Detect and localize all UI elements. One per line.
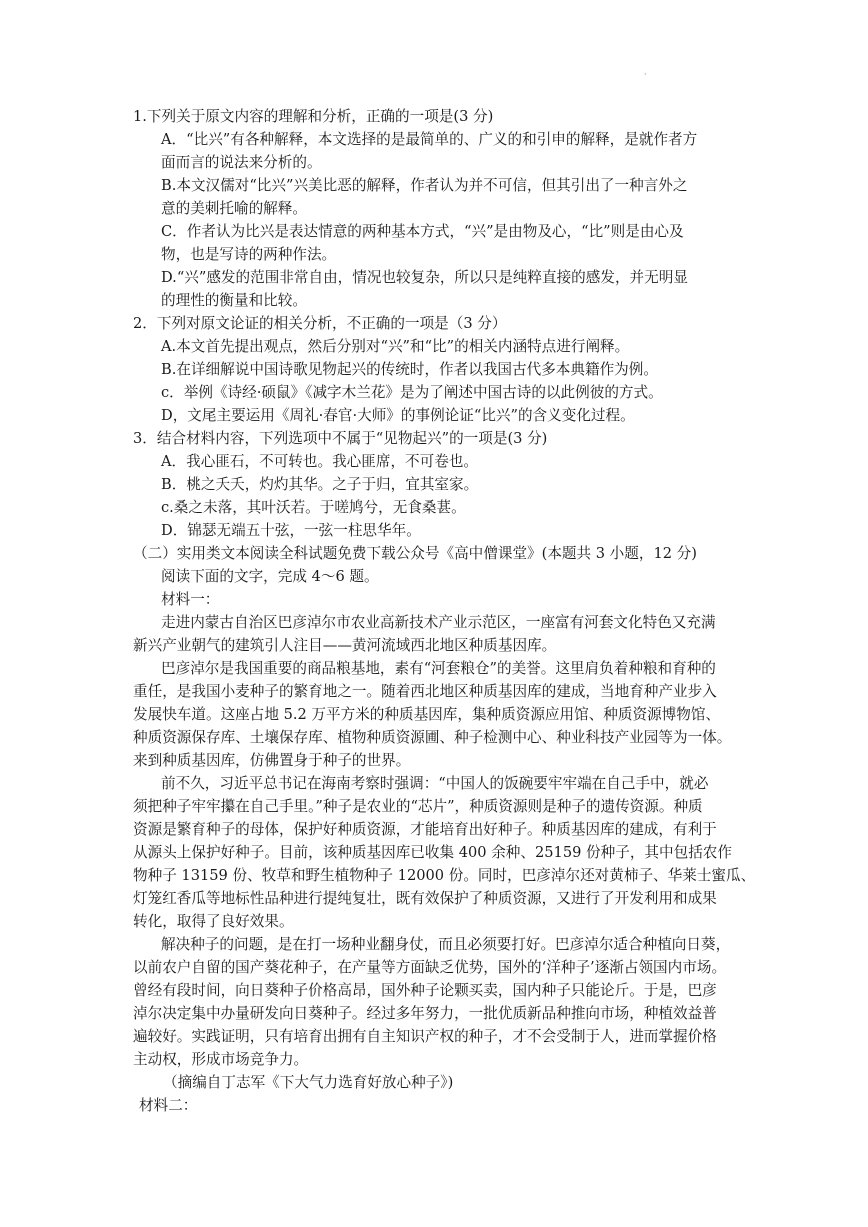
q1-option-a-line2: 面而言的说法来分析的。 (161, 154, 322, 171)
paragraph-line: 灯笼红香瓜等地标性品种进行提纯复壮，既有效保护了种质资源，又进行了开发利用和成果 (133, 890, 717, 907)
paragraph-line: 来到种质基因库，仿佛置身于种子的世界。 (133, 752, 411, 769)
paragraph-line: 重任，是我国小麦种子的繁育地之一。随着西北地区种质基因库的建成，当地育种产业步入 (133, 683, 717, 700)
q2-option-a: A.本文首先提出观点，然后分别对“兴”和“比”的相关内涵特点进行阐释。 (161, 338, 630, 355)
q1-stem: 1.下列关于原文内容的理解和分析，正确的一项是(3 分) (133, 108, 494, 125)
paragraph-line: 前不久，习近平总书记在海南考察时强调：“中国人的饭碗要牢牢端在自己手中，就必 (161, 775, 709, 792)
q3-option-c: c.桑之未落，其叶沃若。于嗟鸠兮，无食桑葚。 (161, 499, 466, 516)
q2-option-b: B.在详细解说中国诗歌见物起兴的传统时，作者以我国古代多本典籍作为例。 (161, 361, 658, 378)
paragraph-line: 淖尔决定集中办量研发向日葵种子。经过多年努力，一批优质新品种推向市场，种植效益普 (133, 1005, 717, 1022)
section-instruction: 阅读下面的文字，完成 4～6 题。 (161, 568, 379, 585)
q3-option-a: A．我心匪石，不可转也。我心匪席，不可卷也。 (161, 453, 479, 470)
material1-label: 材料一： (161, 591, 220, 608)
source-citation: （摘编自丁志军《下大气力选育好放心种子》) (163, 1074, 454, 1091)
paragraph-line: 巴彦淖尔是我国重要的商品粮基地，素有“河套粮仓”的美誉。这里肩负着种粮和育种的 (161, 660, 716, 677)
paragraph-line: 转化，取得了良好效果。 (133, 913, 294, 930)
q1-option-b-line2: 意的美刺托喻的解释。 (161, 200, 307, 217)
q1-option-a-line1: A．“比兴”有各种解释，本文选择的是最简单的、广义的和引申的解释，是就作者方 (161, 131, 698, 148)
q2-stem: 2．下列对原文论证的相关分析，不正确的一项是（3 分） (133, 315, 507, 332)
q3-option-b: B．桃之夭夭，灼灼其华。之子于归，宜其室家。 (161, 476, 479, 493)
q1-option-b-line1: B.本文汉儒对“比兴”兴美比恶的解释，作者认为并不可信，但其引出了一种言外之 (161, 177, 688, 194)
section-heading: （二）实用类文本阅读全科试题免费下载公众号《高中僧课堂》(本题共 3 小题，12 分) (133, 545, 697, 562)
q3-stem: 3．结合材料内容，下列选项中不属于“见物起兴”的一项是(3 分) (133, 430, 548, 447)
q1-option-d-line1: D.“兴”感发的范围非常自由，情况也较复杂，所以只是纯粹直接的感发，并无明显 (161, 269, 688, 286)
paragraph-line: 发展快车道。这座占地 5.2 万平方米的种质基因库，集种质资源应用馆、种质资源博物馆、 (133, 706, 721, 723)
paragraph-line: 须把种子牢牢攥在自己手里。”种子是农业的“芯片”，种质资源则是种子的遗传资源。种质 (133, 798, 703, 815)
paragraph-line: 物种子 13159 份、牧草和野生植物种子 12000 份。同时，巴彦淖尔还对黄柿子、华莱士蜜瓜、 (133, 867, 756, 884)
paragraph-line: 种质资源保存库、土壤保存库、植物种质资源圃、种子检测中心、种业科技产业园等为一体。 (133, 729, 732, 746)
q1-option-d-line2: 的理性的衡量和比较。 (161, 292, 307, 309)
corner-dot: · (644, 70, 647, 79)
material2-label: 材料二： (139, 1097, 198, 1114)
paragraph-line: 曾经有段时间，向日葵种子价格高昂，国外种子论颗买卖，国内种子只能论斤。于是，巴彦 (133, 982, 717, 999)
paragraph-line: 从源头上保护好种子。目前，该种质基因库已收集 400 余种、25159 份种子，其中包括农作 (133, 844, 732, 861)
paragraph-line: 解决种子的问题，是在打一场种业翻身仗，而且必须要打好。巴彦淖尔适合种植向日葵， (161, 936, 731, 953)
paragraph-line: 走进内蒙古自治区巴彦淖尔市农业高新技术产业示范区，一座富有河套文化特色又充满 (161, 614, 716, 631)
q1-option-c-line1: C．作者认为比兴是表达情意的两种基本方式，“兴”是由物及心，“比”则是由心及 (161, 223, 684, 240)
paragraph-line: 以前农户自留的国产葵花种子，在产量等方面缺乏优势，国外的‘洋种子’逐渐占领国内市场。 (133, 959, 727, 976)
q2-option-d: D，文尾主要运用《周礼·春官·大师》的事例论证“比兴”的含义变化过程。 (161, 407, 635, 424)
paragraph-line: 资源是繁育种子的母体，保护好种质资源，才能培育出好种子。种质基因库的建成，有利于 (133, 821, 717, 838)
paragraph-line: 主动权，形成市场竞争力。 (133, 1051, 309, 1068)
paragraph-line: 新兴产业朝气的建筑引人注目——黄河流域西北地区种质基因库。 (133, 637, 557, 654)
q1-option-c-line2: 物，也是写诗的两种作法。 (161, 246, 337, 263)
q2-option-c: c．举例《诗经·硕鼠》《减字木兰花》是为了阐述中国古诗的以此例彼的方式。 (161, 384, 663, 401)
paragraph-line: 遍较好。实践证明，只有培育出拥有自主知识产权的种子，才不会受制于人，进而掌握价格 (133, 1028, 717, 1045)
q3-option-d: D．锦瑟无端五十弦，一弦一柱思华年。 (161, 522, 421, 539)
